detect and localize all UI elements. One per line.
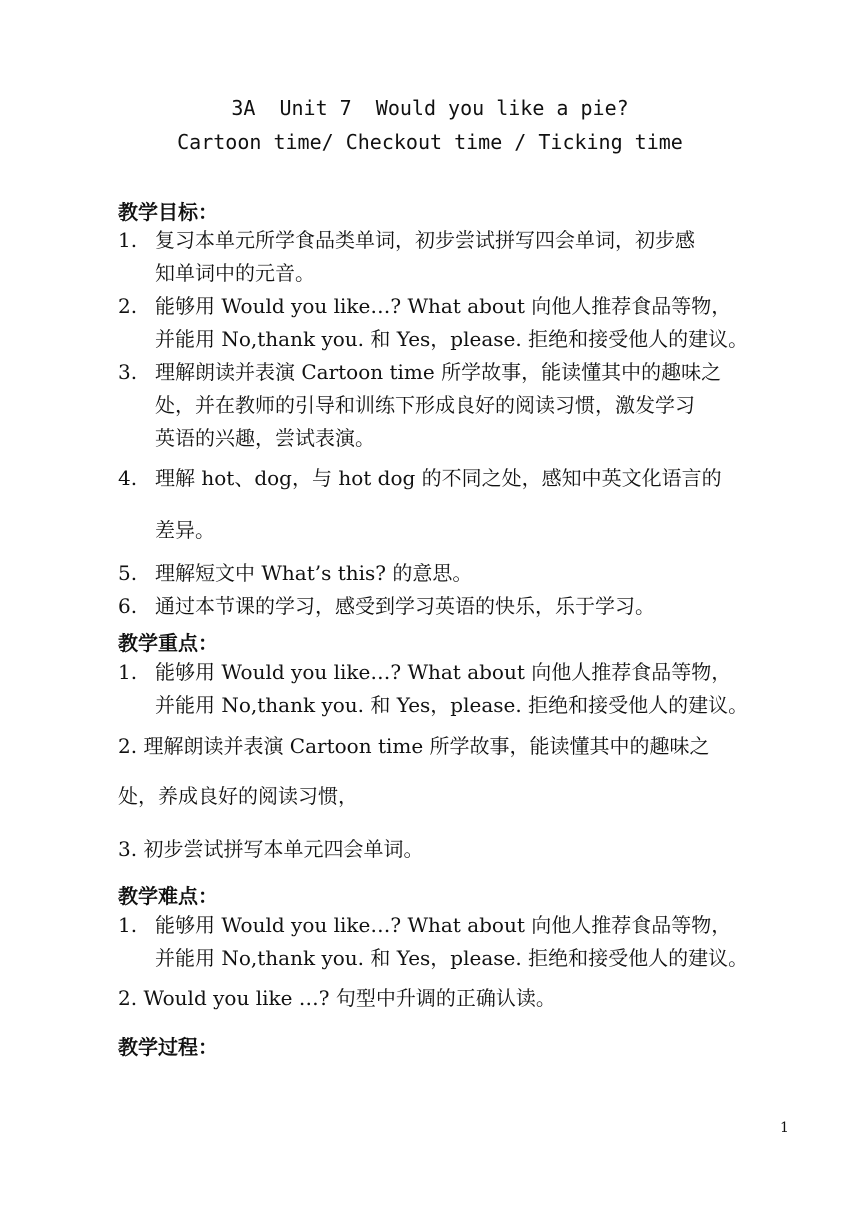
objective-text: 理解 hot、dog，与 hot dog 的不同之处，感知中英文化语言的 [155, 466, 722, 490]
objective-text: 复习本单元所学食品类单词，初步尝试拼写四会单词，初步感 [155, 228, 695, 252]
key-point-text: 能够用 Would you like…? What about 向他人推荐食品等物， [155, 660, 732, 684]
objective-number: 1. [118, 228, 138, 252]
objective-text: 处，并在教师的引导和训练下形成良好的阅读习惯，激发学习 [155, 393, 695, 417]
difficulty-text: 能够用 Would you like…? What about 向他人推荐食品等物， [155, 913, 732, 937]
objective-text: 差异。 [155, 518, 215, 542]
process-heading: 教学过程： [118, 1035, 218, 1059]
key-point-text: 2. 理解朗读并表演 Cartoon time 所学故事，能读懂其中的趣味之 [118, 734, 710, 758]
objective-number: 2. [118, 294, 138, 318]
objective-number: 6. [118, 594, 138, 618]
objective-number: 4. [118, 466, 138, 490]
objective-text: 通过本节课的学习，感受到学习英语的快乐，乐于学习。 [155, 594, 655, 618]
objective-text: 理解朗读并表演 Cartoon time 所学故事，能读懂其中的趣味之 [155, 360, 722, 384]
difficulty-number: 1. [118, 913, 138, 937]
objective-number: 5. [118, 561, 138, 585]
objective-text: 知单词中的元音。 [155, 261, 315, 285]
key-points-heading: 教学重点： [118, 631, 218, 655]
document-title: 3A Unit 7 Would you like a pie? [231, 96, 629, 120]
objective-text: 能够用 Would you like…? What about 向他人推荐食品等物， [155, 294, 732, 318]
difficulty-text: 并能用 No,thank you. 和 Yes，please. 拒绝和接受他人的建议。 [155, 946, 749, 970]
key-point-text: 并能用 No,thank you. 和 Yes，please. 拒绝和接受他人的建议。 [155, 693, 749, 717]
document-subtitle: Cartoon time/ Checkout time / Ticking time [177, 130, 683, 154]
objective-number: 3. [118, 360, 138, 384]
key-point-text: 处，养成良好的阅读习惯， [118, 784, 358, 808]
key-point-number: 1. [118, 660, 138, 684]
objective-text: 并能用 No,thank you. 和 Yes，please. 拒绝和接受他人的建议。 [155, 327, 749, 351]
difficulties-heading: 教学难点： [118, 884, 218, 908]
objectives-heading: 教学目标： [118, 200, 218, 224]
objective-text: 英语的兴趣，尝试表演。 [155, 426, 375, 450]
key-point-text: 3. 初步尝试拼写本单元四会单词。 [118, 837, 424, 861]
page-number: 1 [780, 1120, 789, 1136]
objective-text: 理解短文中 What’s this? 的意思。 [155, 561, 473, 585]
difficulty-text: 2. Would you like …? 句型中升调的正确认读。 [118, 986, 556, 1010]
